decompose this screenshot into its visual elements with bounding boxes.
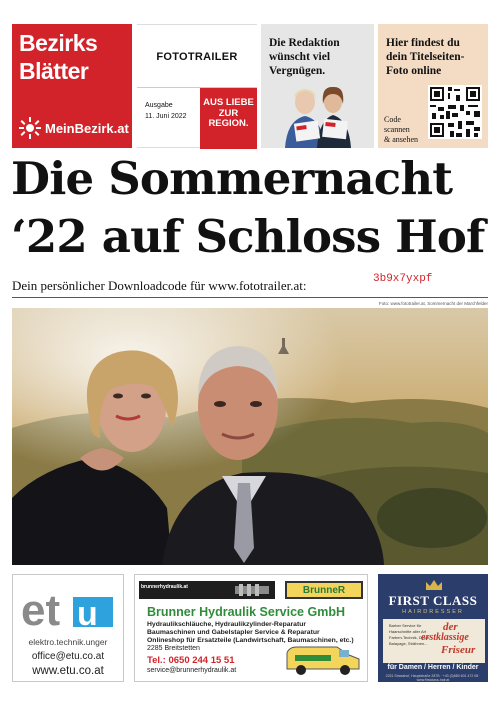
- brunner-phone[interactable]: Tel.: 0650 244 15 51: [147, 655, 235, 666]
- etu-company-name: elektro.technik.unger: [28, 637, 108, 647]
- slogan-line: ZUR: [218, 107, 239, 119]
- firstclass-service: Barber Service für: [389, 623, 422, 628]
- bezirksblaetter-logo: [12, 24, 132, 148]
- qr-caption: [384, 115, 418, 145]
- redaktion-box: [261, 24, 374, 148]
- etu-email[interactable]: office@etu.co.at: [31, 651, 105, 662]
- brunner-logo: [285, 581, 363, 599]
- fototrailer-label: FOTOTRAILER: [156, 51, 238, 63]
- logo-line1: Bezirks: [19, 30, 98, 56]
- firstclass-target: für Damen / Herren / Kinder: [387, 664, 479, 671]
- qr-code-icon[interactable]: [428, 85, 482, 139]
- ad-brunner[interactable]: [134, 574, 368, 682]
- meinbezirk-sun-icon: [18, 116, 42, 140]
- redaktion-line: wünscht viel: [269, 51, 331, 63]
- brunner-email[interactable]: service@brunnerhydraulik.at: [147, 667, 237, 674]
- logo-subtitle: MeinBezirk.at: [45, 121, 129, 136]
- etu-logo: [19, 581, 119, 635]
- edition-label: Ausgabe: [145, 102, 173, 109]
- brunner-service-line: Onlineshop für Ersatzteile (Landwirtschaft, Baumaschinen, etc.): [147, 637, 354, 644]
- firstclass-headline: Friseur: [441, 644, 476, 656]
- qr-caption-line: & ansehen: [384, 135, 418, 144]
- service-van-icon: [283, 643, 363, 677]
- redaktion-line: Vergnügen.: [269, 65, 326, 77]
- brunner-logo-text: BrunneR: [302, 585, 346, 596]
- firstclass-address: 2231 Strasshof, Hauptstraße 287B · +43 (0)680 601 472 08 · www.firstclass-hair.at: [385, 674, 481, 682]
- download-code-label: Dein persönlicher Downloadcode für www.fototrailer.at:: [12, 278, 307, 293]
- firstclass-service: Balayage, Strähnen...: [389, 641, 428, 646]
- svg-text:et: et: [21, 586, 61, 635]
- svg-text:u: u: [77, 595, 98, 633]
- fototrailer-box: [137, 24, 257, 148]
- brunner-title: Brunner Hydraulik Service GmbH: [147, 605, 345, 619]
- redaktion-text: [269, 36, 340, 78]
- titelseite-text: [386, 36, 464, 78]
- slogan-badge: [200, 88, 257, 149]
- download-code-value[interactable]: 3b9x7yxpf: [373, 273, 433, 285]
- divider: [12, 297, 488, 298]
- titelseite-line: Foto online: [386, 65, 442, 77]
- titelseite-line: Hier findest du: [386, 37, 460, 49]
- firstclass-headline: erstklassige: [421, 632, 469, 643]
- masthead: [12, 24, 488, 148]
- headline-line1: Die Sommernacht: [11, 152, 453, 205]
- logo-line2: Blätter: [19, 58, 89, 84]
- editors-photo: [271, 80, 367, 148]
- edition-date: 11. Juni 2022: [145, 113, 187, 120]
- firstclass-name: FIRST CLASS: [388, 593, 478, 608]
- ad-etu[interactable]: [12, 574, 124, 682]
- brunner-city: 2285 Breitstetten: [147, 645, 200, 652]
- brunner-banner-text: brunnerhydraulik.at: [141, 584, 188, 590]
- firstclass-subtitle: HAIRDRESSER: [402, 609, 464, 615]
- slogan-line: AUS LIEBE: [203, 97, 254, 108]
- qr-caption-line: Code: [384, 115, 401, 124]
- slogan-line: REGION.: [208, 118, 249, 129]
- firstclass-promo: [383, 619, 485, 663]
- firstclass-der: der: [443, 621, 458, 633]
- main-headline: [11, 150, 491, 266]
- photo-credit: Foto: www.fototrailer.at, Sommernacht der Marchfelder: [378, 301, 488, 306]
- brunner-service-line: Hydraulikschläuche, Hydraulikzylinder-Reparatur: [147, 621, 307, 628]
- titelseite-box: [378, 24, 488, 148]
- titelseite-line: dein Titelseiten-: [386, 51, 465, 63]
- brunner-service-line: Baumaschinen und Gabelstapler Service & Reparatur: [147, 629, 320, 636]
- headline-line2: ‘22 auf Schloss Hof: [11, 210, 485, 263]
- qr-caption-line: scannen: [384, 125, 410, 134]
- redaktion-line: Die Redaktion: [269, 37, 340, 49]
- firstclass-service: Farben-Technik, Dekor,: [389, 635, 431, 640]
- couple-photo: [12, 308, 488, 565]
- etu-website[interactable]: www.etu.co.at: [32, 665, 104, 677]
- ad-firstclass[interactable]: [378, 574, 488, 682]
- firstclass-service: Haarschnitte aller Art: [389, 629, 427, 634]
- crown-icon: [425, 579, 443, 591]
